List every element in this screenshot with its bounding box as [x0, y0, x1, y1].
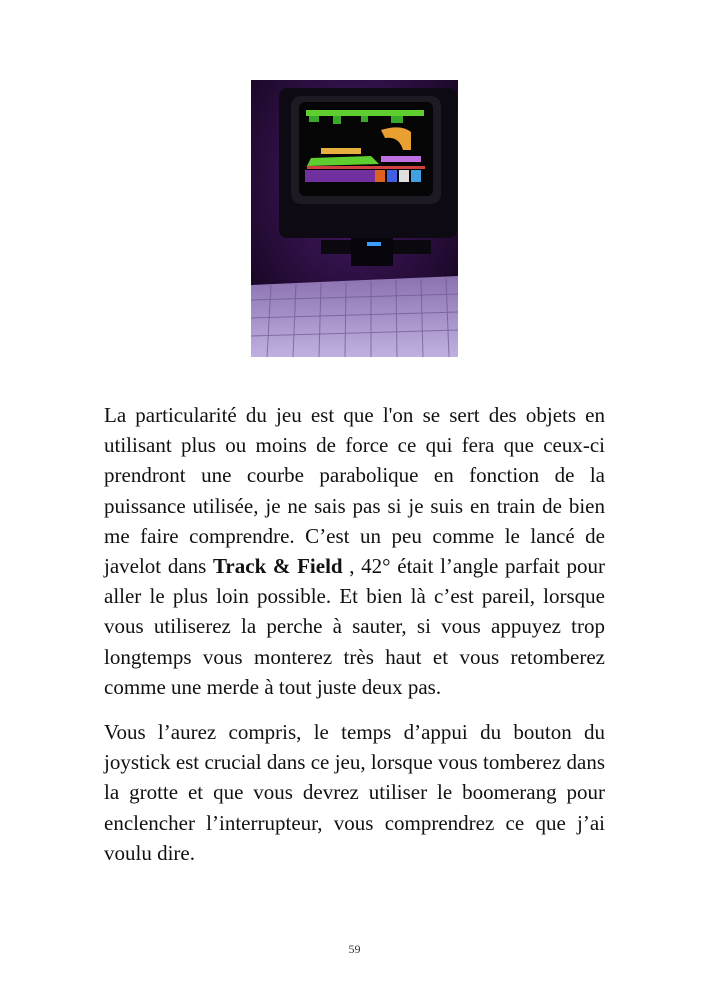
paragraph-2: Vous l’aurez compris, le temps d’appui du bouton du joystick est crucial dans ce jeu, lorsque vous tomberez dans la grotte et que vous devrez utiliser le boomerang pour enclencher l’interrupteur, vous comprendrez ce que j’ai voulu dire. — [104, 720, 605, 865]
paragraph-1 — [104, 400, 605, 702]
game-title-track-and-field: Track & Field — [212, 554, 343, 579]
paragraph-1-text-after: , 42° était l’angle parfait pour aller le plus loin possible. Et bien là c’est pareil, lorsque vous utiliserez la perche à sauter, si vous appuyez trop longtemps vous monterez très haut et vous retomberez comme une merde à tout juste deux pas. — [104, 554, 606, 699]
retro-monitor-photo — [251, 80, 458, 357]
page-number: 59 — [348, 942, 361, 956]
paragraph-1-text-before: La particularité du jeu est que l'on se sert des objets en utilisant plus ou moins de force ce qui fera que ceux-ci prendront une courbe parabolique en fonction de la puissance utilisée, je ne sais pas si je suis en train de bien me faire comprendre. C’est un peu comme le lancé de javelot dans — [104, 403, 605, 579]
body-text — [104, 400, 605, 883]
